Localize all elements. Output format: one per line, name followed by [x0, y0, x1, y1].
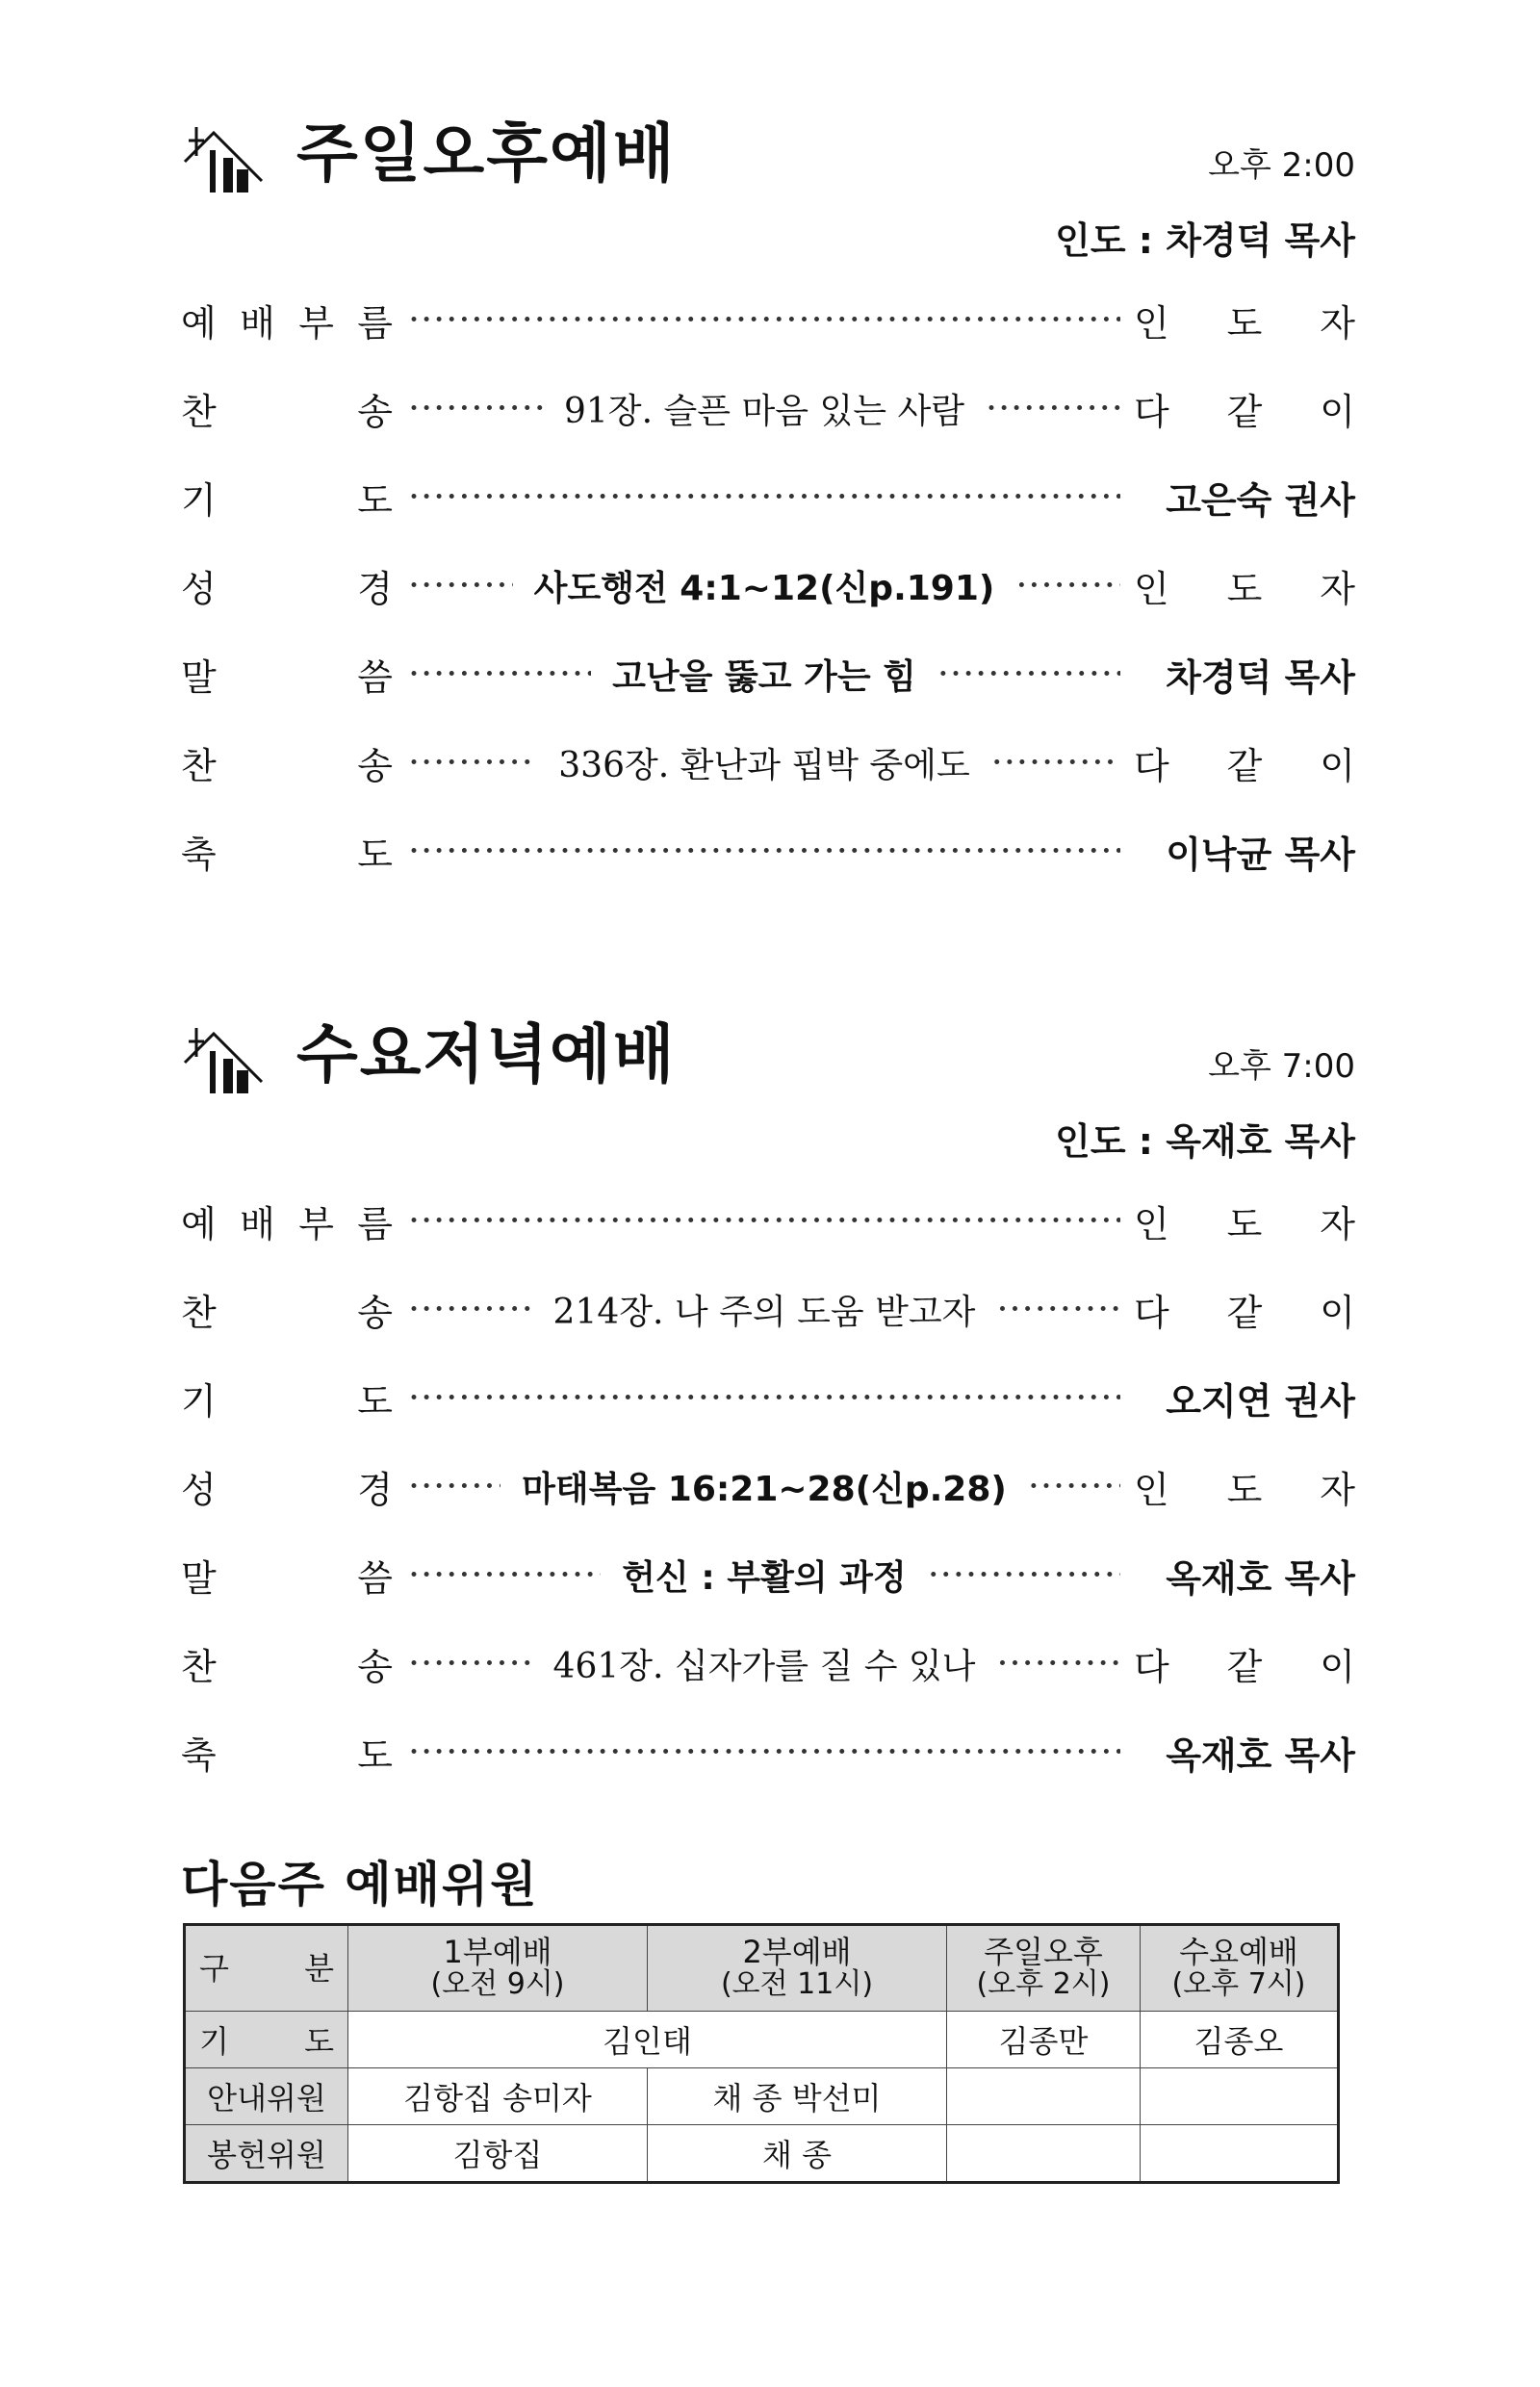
item-role: 고은숙 권사 — [1166, 478, 1355, 522]
leader-dots — [1015, 564, 1120, 606]
church-logo-icon — [181, 1022, 268, 1099]
item-role: 인 도 자 — [1134, 301, 1355, 345]
item-content — [408, 738, 1120, 787]
list-item — [181, 1176, 1355, 1265]
next-week-table — [183, 1923, 1340, 2184]
sunday-service-header — [181, 116, 1355, 202]
item-label: 축 도 — [181, 1733, 393, 1777]
item-label: 말 씀 — [181, 655, 393, 699]
item-text: 214장. 나 주의 도움 받고자 — [552, 1292, 976, 1332]
usher-second: 채 종 박선미 — [648, 2068, 947, 2125]
sunday-service-title: 주일오후예배 — [296, 116, 677, 191]
header-category: 구 분 — [185, 1925, 348, 2012]
item-content — [408, 650, 1120, 699]
item-role: 인 도 자 — [1134, 567, 1355, 610]
wednesday-service-leader: 인도 : 옥재호 목사 — [1055, 1120, 1355, 1163]
next-week-title: 다음주 예배위원 — [181, 1857, 539, 1912]
item-text: 헌신 : 부활의 과정 — [622, 1557, 907, 1598]
item-content — [408, 1376, 1120, 1419]
list-item — [181, 1707, 1355, 1796]
item-content — [408, 830, 1120, 872]
item-label: 축 도 — [181, 833, 393, 876]
table-row — [185, 2068, 1339, 2125]
item-role: 다 같 이 — [1134, 390, 1355, 433]
leader-dots — [991, 741, 1120, 783]
list-item — [181, 807, 1355, 895]
wednesday-service-section — [181, 1016, 1355, 1796]
item-label: 기 도 — [181, 478, 393, 522]
leader-dots — [408, 1376, 1120, 1419]
leader-dots — [408, 1199, 1120, 1242]
item-role: 차경덕 목사 — [1166, 655, 1355, 699]
item-text: 336장. 환난과 핍박 중에도 — [558, 745, 970, 785]
header-second-service: 2부예배 (오전 11시) — [648, 1925, 947, 2012]
sunday-service-section — [181, 116, 1355, 895]
item-label: 찬 송 — [181, 390, 393, 433]
wednesday-order-list — [181, 1176, 1355, 1796]
item-role: 이낙균 목사 — [1166, 833, 1355, 876]
leader-dots — [408, 741, 537, 783]
table-header-row — [185, 1925, 1339, 2012]
list-item — [181, 452, 1355, 541]
header-sunday-afternoon: 주일오후 (오후 2시) — [947, 1925, 1141, 2012]
item-text: 사도행전 4:1~12(신p.191) — [533, 568, 995, 608]
item-content — [408, 1462, 1120, 1511]
item-role: 다 같 이 — [1134, 744, 1355, 787]
table-row — [185, 2012, 1339, 2068]
item-content — [408, 298, 1120, 341]
item-content — [408, 384, 1120, 433]
header-first-service: 1부예배 (오전 9시) — [348, 1925, 648, 2012]
row-label-prayer: 기 도 — [185, 2012, 348, 2068]
leader-dots — [996, 1288, 1120, 1330]
usher-wednesday — [1141, 2068, 1339, 2125]
leader-dots — [408, 1553, 601, 1596]
prayer-wednesday: 김종오 — [1141, 2012, 1339, 2068]
item-content — [408, 561, 1120, 610]
item-label: 성 경 — [181, 567, 393, 610]
item-role: 인 도 자 — [1134, 1202, 1355, 1245]
leader-dots — [408, 298, 1120, 341]
list-item — [181, 1265, 1355, 1353]
item-text: 고난을 뚫고 가는 힘 — [612, 656, 916, 697]
item-label: 찬 송 — [181, 744, 393, 787]
item-role: 다 같 이 — [1134, 1291, 1355, 1334]
list-item — [181, 541, 1355, 629]
item-label: 찬 송 — [181, 1645, 393, 1688]
offering-first: 김항집 — [348, 2125, 648, 2183]
offering-second: 채 종 — [648, 2125, 947, 2183]
prayer-morning: 김인태 — [348, 2012, 947, 2068]
leader-dots — [408, 1288, 532, 1330]
item-content — [408, 1199, 1120, 1242]
leader-dots — [408, 1642, 532, 1684]
list-item — [181, 718, 1355, 807]
sunday-service-leader: 인도 : 차경덕 목사 — [1055, 219, 1355, 262]
leader-dots — [408, 387, 543, 429]
item-label: 예 배 부 름 — [181, 1202, 393, 1245]
row-label-usher: 안내위원 — [185, 2068, 348, 2125]
item-role: 오지연 권사 — [1166, 1379, 1355, 1423]
item-content — [408, 1731, 1120, 1773]
leader-dots — [408, 830, 1120, 872]
leader-dots — [986, 387, 1120, 429]
item-role: 다 같 이 — [1134, 1645, 1355, 1688]
item-label: 예 배 부 름 — [181, 301, 393, 345]
table-row — [185, 2125, 1339, 2183]
list-item — [181, 629, 1355, 718]
header-wednesday: 수요예배 (오후 7시) — [1141, 1925, 1339, 2012]
offering-wednesday — [1141, 2125, 1339, 2183]
item-role: 옥재호 목사 — [1166, 1733, 1355, 1777]
usher-afternoon — [947, 2068, 1141, 2125]
item-label: 찬 송 — [181, 1291, 393, 1334]
sunday-order-list — [181, 275, 1355, 895]
leader-dots — [996, 1642, 1120, 1684]
leader-dots — [408, 1465, 500, 1507]
leader-dots — [1028, 1465, 1120, 1507]
usher-first: 김항집 송미자 — [348, 2068, 648, 2125]
offering-afternoon — [947, 2125, 1141, 2183]
item-content — [408, 1285, 1120, 1334]
leader-dots — [408, 653, 591, 695]
wednesday-service-header — [181, 1016, 1355, 1103]
leader-dots — [408, 475, 1120, 518]
leader-dots — [408, 1731, 1120, 1773]
item-label: 기 도 — [181, 1379, 393, 1423]
row-label-offering: 봉헌위원 — [185, 2125, 348, 2183]
church-logo-icon — [181, 121, 268, 198]
list-item — [181, 1619, 1355, 1707]
item-content — [408, 1639, 1120, 1688]
item-text: 마태복음 16:21~28(신p.28) — [522, 1469, 1007, 1509]
item-content — [408, 475, 1120, 518]
item-text: 461장. 십자가를 질 수 있나 — [552, 1646, 976, 1686]
leader-dots — [937, 653, 1120, 695]
list-item — [181, 1442, 1355, 1530]
prayer-afternoon: 김종만 — [947, 2012, 1141, 2068]
leader-dots — [928, 1553, 1120, 1596]
item-label: 말 씀 — [181, 1556, 393, 1600]
wednesday-service-time: 오후 7:00 — [1208, 1047, 1355, 1086]
list-item — [181, 364, 1355, 452]
list-item — [181, 1353, 1355, 1442]
sunday-service-time: 오후 2:00 — [1208, 146, 1355, 185]
item-text: 91장. 슬픈 마음 있는 사람 — [564, 391, 965, 431]
leader-dots — [408, 564, 513, 606]
item-label: 성 경 — [181, 1468, 393, 1511]
item-role: 옥재호 목사 — [1166, 1556, 1355, 1600]
list-item — [181, 275, 1355, 364]
list-item — [181, 1530, 1355, 1619]
item-role: 인 도 자 — [1134, 1468, 1355, 1511]
item-content — [408, 1551, 1120, 1600]
wednesday-service-title: 수요저녁예배 — [296, 1017, 677, 1091]
